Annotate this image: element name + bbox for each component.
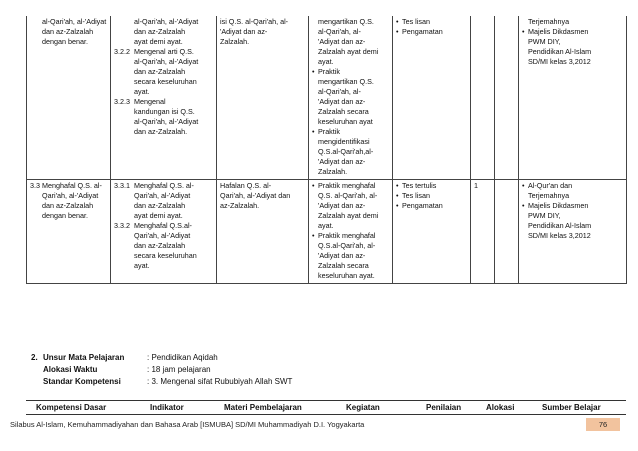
- table-cell-text: Zalzalah.: [318, 167, 348, 176]
- footer-text: Silabus Al-Islam, Kemuhammadiyahan dan Bahasa Arab [ISMUBA] SD/MI Muhammadiyah D.I. Yogyakarta: [10, 420, 365, 429]
- header-kompetensi-dasar: Kompetensi Dasar: [36, 403, 107, 412]
- table-cell-text: SD/MI kelas 3,2012: [528, 231, 591, 240]
- kd-cell: [27, 180, 111, 284]
- indicator-number: 3.2.3: [114, 97, 130, 106]
- unsur-section: 2. Unsur Mata Pelajaran : Pendidikan Aqidah Alokasi Waktu : 18 jam pelajaran Standar Kompetensi : 3. Mengenal sifat Rububiyah Allah SWT: [31, 353, 293, 386]
- table-cell-text: Zalzalah secara: [318, 107, 369, 116]
- penilaian-cell: [393, 180, 471, 284]
- kegiatan-cell: [309, 16, 393, 180]
- table-cell-text: Majelis Dikdasmen: [528, 27, 589, 36]
- table-cell-text: Tes tertulis: [402, 181, 437, 190]
- table-cell-text: Qari'ah, al-'Adiyat dan: [220, 191, 291, 200]
- table-cell-text: Praktik: [318, 127, 340, 136]
- table-cell-text: az-Zalzalah.: [220, 201, 260, 210]
- table-cell-text: secara keseluruhan: [134, 251, 197, 260]
- table-cell-text: ayat.: [318, 57, 334, 66]
- table-cell-text: dan az-Zalzalah: [134, 67, 186, 76]
- indicator-number: 3.3.2: [114, 221, 130, 230]
- table-cell-text: 1: [474, 181, 478, 190]
- table-cell-text: Zalzalah secara: [318, 261, 369, 270]
- table-cell-text: Tes lisan: [402, 17, 430, 26]
- table-cell-text: keseluruhan ayat: [318, 117, 373, 126]
- table-cell-text: Pendidikan Al-Islam: [528, 221, 592, 230]
- table-cell-text: Hafalan Q.S. al-: [220, 181, 272, 190]
- indicator-number: 3.2.2: [114, 47, 130, 56]
- table-cell-text: dan az-Zalzalah: [134, 27, 186, 36]
- table-cell-text: dengan benar.: [42, 37, 88, 46]
- table-cell-text: Tes lisan: [402, 191, 430, 200]
- header-sumber-belajar: Sumber Belajar: [542, 403, 601, 412]
- materi-cell: [217, 16, 309, 180]
- empty-cell: [495, 16, 519, 180]
- header-kegiatan: Kegiatan: [346, 403, 380, 412]
- alokasi-label: Alokasi Waktu: [43, 365, 98, 374]
- table-header-row: [26, 400, 626, 415]
- table-cell-text: Menghafal Q.S. al-: [134, 181, 194, 190]
- table-cell-text: mengidentifikasi: [318, 137, 370, 146]
- penilaian-cell: [393, 16, 471, 180]
- header-indikator: Indikator: [150, 403, 184, 412]
- table-cell-text: PWM DIY,: [528, 211, 561, 220]
- table-cell-text: Pendidikan Al-Islam: [528, 47, 592, 56]
- table-cell-text: 'Adiyat dan az-: [318, 37, 366, 46]
- header-materi: Materi Pembelajaran: [224, 403, 302, 412]
- table-cell-text: dan az-Zalzalah: [134, 241, 186, 250]
- indicator-number: 3.3.1: [114, 181, 130, 190]
- table-cell-text: PWM DIY,: [528, 37, 561, 46]
- alokasi-cell: [471, 180, 495, 284]
- table-cell-text: al-Qari'ah, al-: [318, 27, 361, 36]
- table-cell-text: ayat demi ayat.: [134, 37, 183, 46]
- table-cell-text: ayat.: [134, 261, 150, 270]
- table-cell-text: Praktik menghafal: [318, 181, 376, 190]
- table-cell-text: keseluruhan ayat.: [318, 271, 375, 280]
- table-cell-text: isi Q.S. al-Qari'ah, al-: [220, 17, 289, 26]
- table-cell-text: ayat demi ayat.: [134, 211, 183, 220]
- table-cell-text: Q.S.al-Qari'ah,al-: [318, 147, 374, 156]
- standar-label: Standar Kompetensi: [43, 377, 121, 386]
- table-cell-text: mengartikan Q.S.: [318, 77, 374, 86]
- table-cell-text: Majelis Dikdasmen: [528, 201, 589, 210]
- table-cell-text: kandungan isi Q.S.: [134, 107, 195, 116]
- table-cell-text: Qari'ah, al-'Adiyat: [134, 191, 191, 200]
- empty-cell: [495, 180, 519, 284]
- indikator-cell: [111, 180, 217, 284]
- table-cell-text: Terjemahnya: [528, 191, 570, 200]
- table-cell-text: mengartikan Q.S.: [318, 17, 374, 26]
- kd-number: 3.3: [30, 181, 40, 190]
- table-cell-text: al-Qari'ah, al-: [318, 87, 361, 96]
- syllabus-table: [26, 16, 627, 284]
- table-cell-text: Praktik: [318, 67, 340, 76]
- table-cell-text: Zalzalah ayat demi: [318, 211, 379, 220]
- table-cell-text: Menghafal Q.S. al-: [42, 181, 102, 190]
- table-cell-text: dan az-Zalzalah.: [134, 127, 188, 136]
- sumber-cell: [519, 180, 627, 284]
- table-cell-text: Qari'ah, al-'Adiyat: [42, 191, 99, 200]
- table-cell-text: Q.S. al-Qari'ah, al-: [318, 191, 378, 200]
- table-row: [27, 16, 627, 180]
- table-cell-text: Terjemahnya: [528, 17, 570, 26]
- unsur-label: Unsur Mata Pelajaran: [43, 353, 125, 362]
- table-cell-text: ayat.: [134, 87, 150, 96]
- unsur-value: Pendidikan Aqidah: [151, 353, 218, 362]
- table-cell-text: al-Qari'ah, al-'Adiyat: [42, 17, 107, 26]
- table-cell-text: al-Qari'ah, al-'Adiyat: [134, 57, 199, 66]
- table-cell-text: Mengenal arti Q.S.: [134, 47, 194, 56]
- section-number: 2.: [31, 353, 38, 362]
- table-cell-text: Mengenal: [134, 97, 166, 106]
- table-cell-text: SD/MI kelas 3,2012: [528, 57, 591, 66]
- table-cell-text: al-Qari'ah, al-'Adiyat: [134, 17, 199, 26]
- table-cell-text: Qari'ah, al-'Adiyat: [134, 231, 191, 240]
- header-alokasi: Alokasi: [486, 403, 515, 412]
- table-cell-text: 'Adiyat dan az-: [318, 201, 366, 210]
- table-cell-text: dan az-Zalzalah: [42, 201, 94, 210]
- table-cell-text: al-Qari'ah, al-'Adiyat: [134, 117, 199, 126]
- page-footer: [10, 418, 620, 432]
- table-cell-text: dengan benar.: [42, 211, 88, 220]
- table-cell-text: Pengamatan: [402, 27, 443, 36]
- table-cell-text: 'Adiyat dan az-: [318, 157, 366, 166]
- alokasi-value: 18 jam pelajaran: [151, 365, 211, 374]
- table-cell-text: Praktik menghafal: [318, 231, 376, 240]
- table-cell-text: secara keseluruhan: [134, 77, 197, 86]
- table-cell-text: ayat.: [318, 221, 334, 230]
- alokasi-cell: [471, 16, 495, 180]
- page-number: 76: [586, 418, 620, 431]
- table-cell-text: 'Adiyat dan az-: [318, 251, 366, 260]
- table-cell-text: dan az-Zalzalah: [42, 27, 94, 36]
- materi-cell: [217, 180, 309, 284]
- table-cell-text: Q.S.al-Qari'ah, al-: [318, 241, 376, 250]
- standar-value: 3. Mengenal sifat Rububiyah Allah SWT: [151, 377, 293, 386]
- table-cell-text: Al-Qur'an dan: [528, 181, 573, 190]
- table-cell-text: Zalzalah ayat demi: [318, 47, 379, 56]
- kegiatan-cell: [309, 180, 393, 284]
- table-row: [27, 180, 627, 284]
- table-cell-text: Menghafal Q.S.al-: [134, 221, 192, 230]
- table-cell-text: 'Adiyat dan az-: [220, 27, 268, 36]
- table-cell-text: Zalzalah.: [220, 37, 250, 46]
- table-cell-text: 'Adiyat dan az-: [318, 97, 366, 106]
- table-cell-text: Pengamatan: [402, 201, 443, 210]
- kd-cell: [27, 16, 111, 180]
- indikator-cell: [111, 16, 217, 180]
- table-cell-text: dan az-Zalzalah: [134, 201, 186, 210]
- sumber-cell: [519, 16, 627, 180]
- header-penilaian: Penilaian: [426, 403, 462, 412]
